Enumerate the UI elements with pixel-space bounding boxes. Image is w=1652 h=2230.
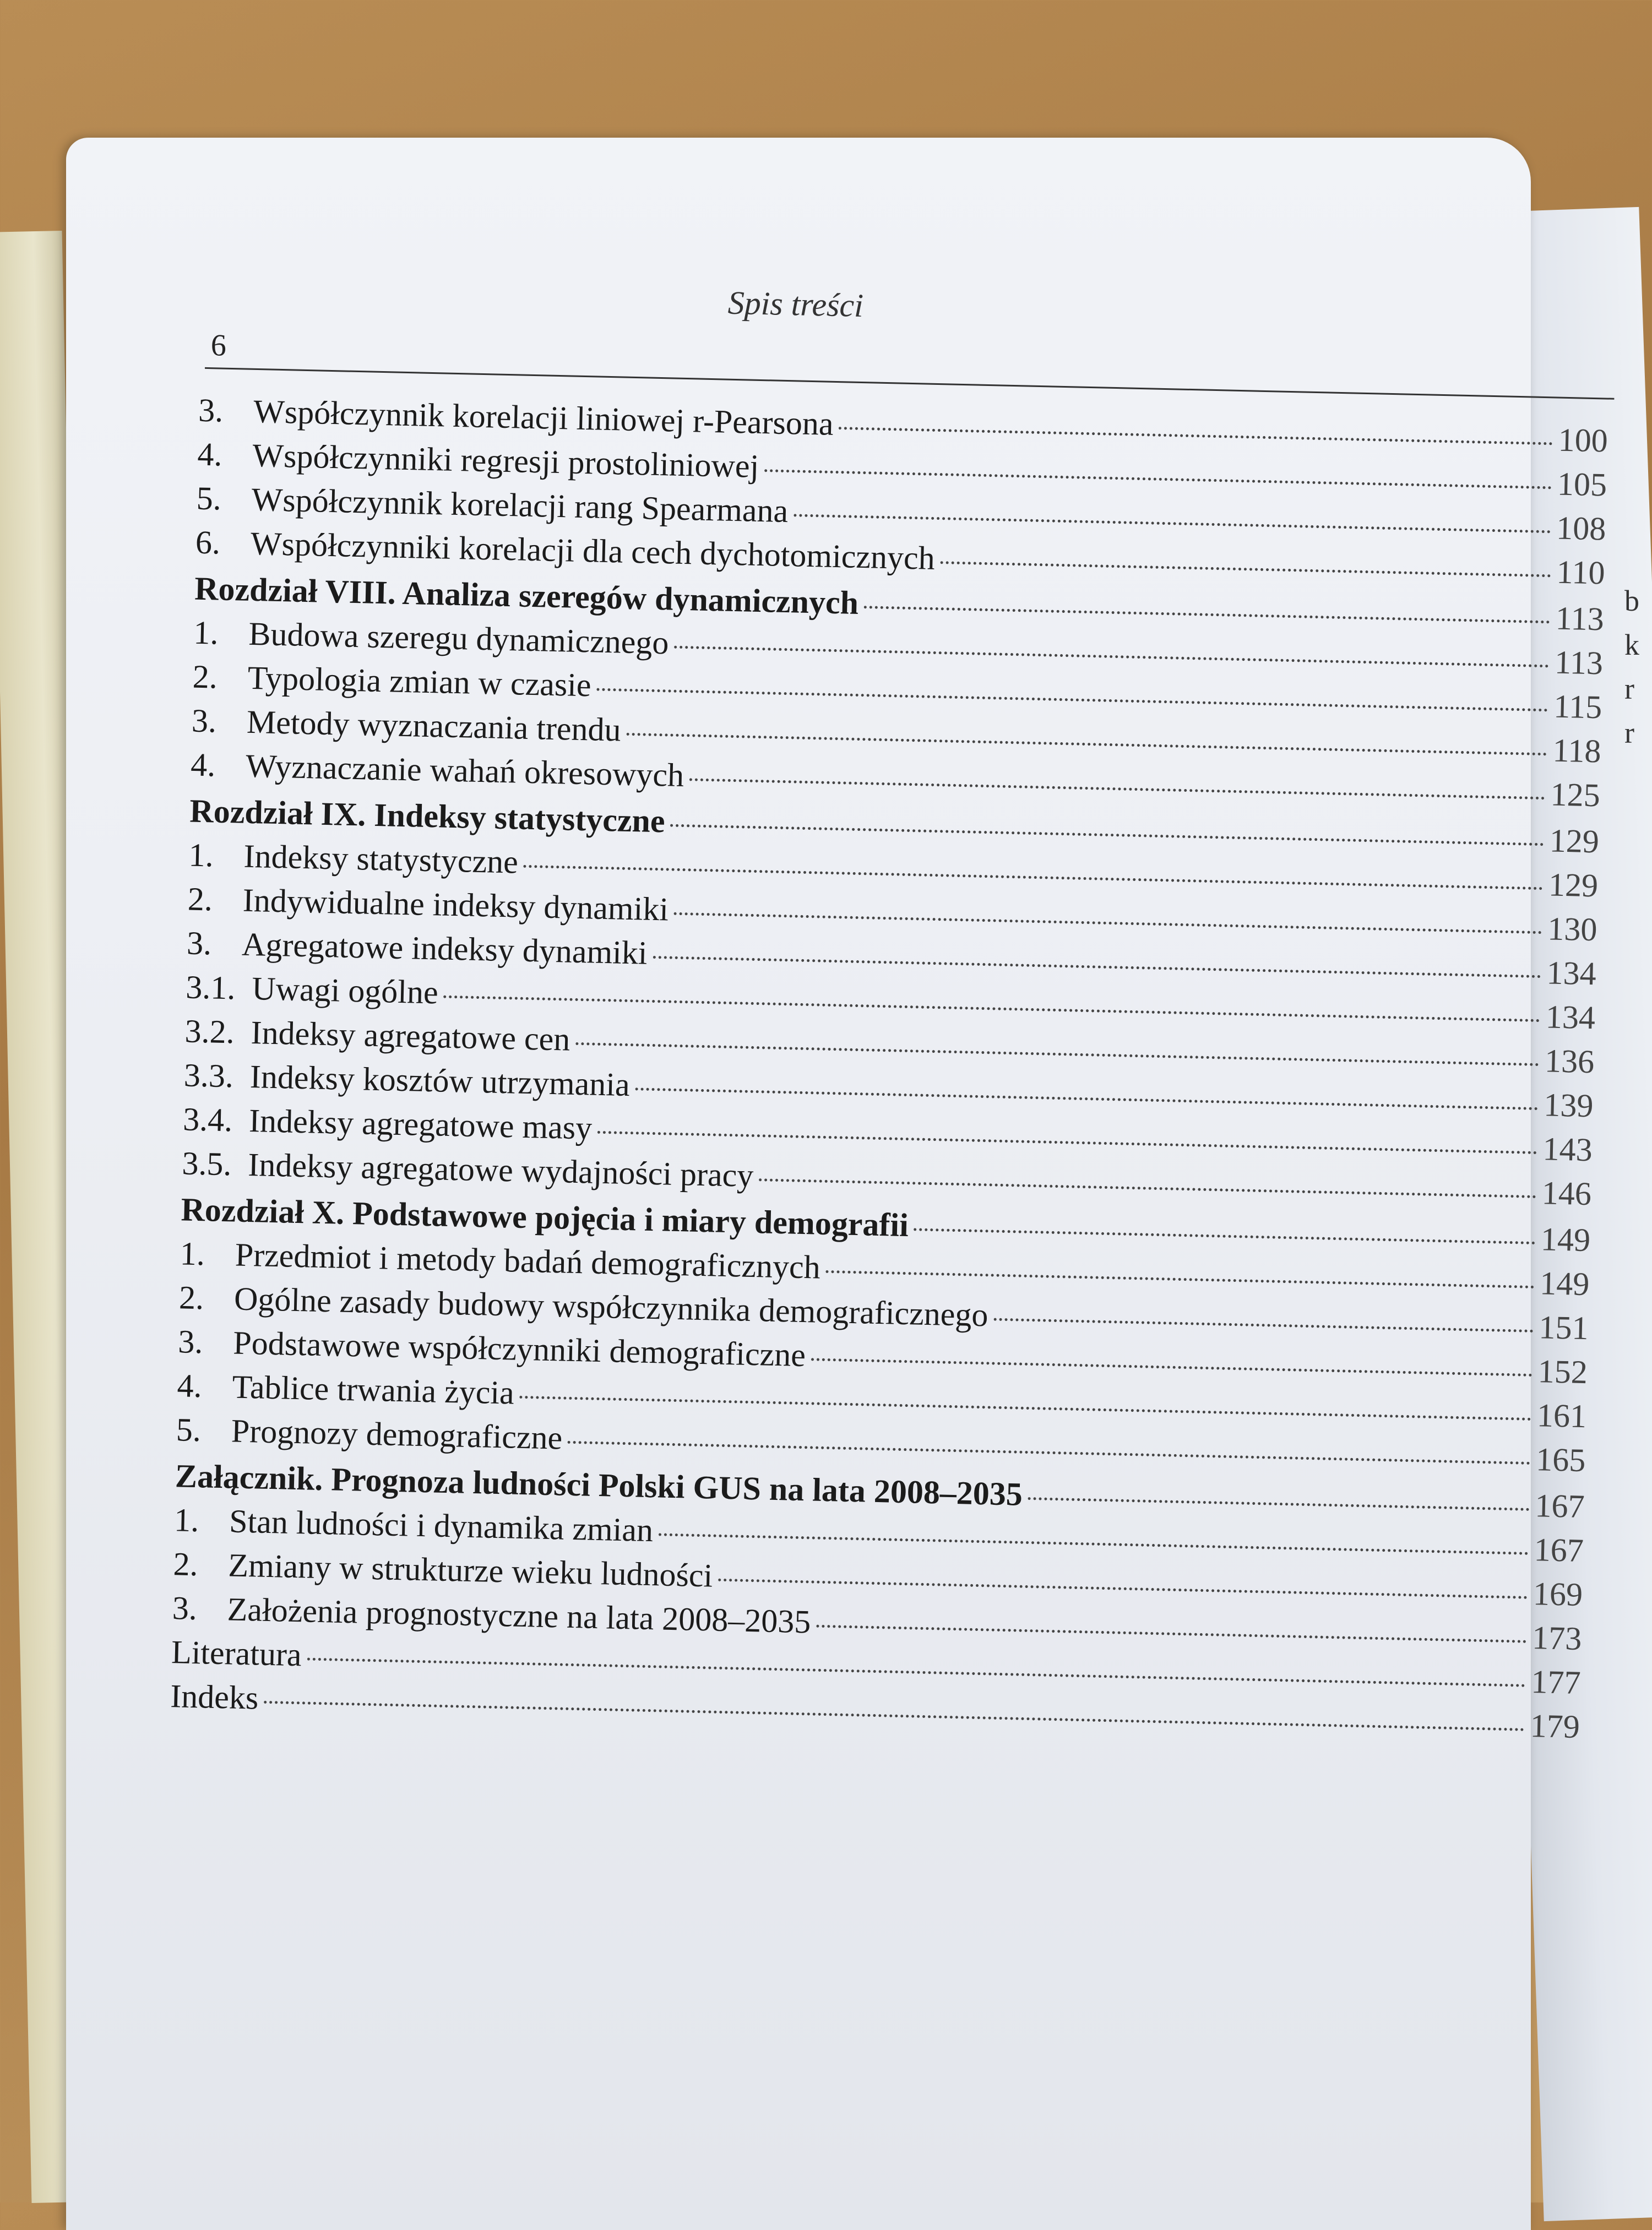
toc-entry-number: 1. bbox=[180, 1235, 205, 1272]
toc-entry-title: Zmiany w strukturze wieku ludności bbox=[227, 1547, 713, 1594]
dot-leader bbox=[914, 1228, 1535, 1244]
toc-page-number: 143 bbox=[1542, 1130, 1593, 1168]
toc-page-number: 134 bbox=[1545, 998, 1596, 1036]
toc-entry-title: Współczynnik korelacji rang Spearmana bbox=[251, 481, 789, 530]
toc-page-number: 139 bbox=[1543, 1086, 1594, 1124]
toc-page-number: 151 bbox=[1538, 1309, 1589, 1347]
toc-page-number: 115 bbox=[1553, 688, 1602, 726]
facing-page-fragment: k bbox=[1624, 628, 1639, 661]
toc-entry-number: 3. bbox=[191, 702, 217, 739]
toc-entry-title: Budowa szeregu dynamicznego bbox=[248, 615, 670, 661]
dot-leader bbox=[816, 1625, 1526, 1643]
toc-page-number: 108 bbox=[1556, 509, 1606, 547]
toc-page-number: 146 bbox=[1541, 1174, 1592, 1212]
toc-page-number: 165 bbox=[1535, 1441, 1586, 1479]
toc-entry-title: Współczynniki regresji prostoliniowej bbox=[252, 437, 759, 485]
toc-entry-title: Indeksy agregatowe cen bbox=[250, 1014, 571, 1058]
toc-entry-title: Rozdział X. Podstawowe pojęcia i miary demografii bbox=[180, 1191, 909, 1244]
toc-page-number: 136 bbox=[1544, 1042, 1595, 1080]
toc-entry-title: Założenia prognostyczne na lata 2008–2035 bbox=[227, 1591, 811, 1640]
toc-entry-title: Metody wyznaczania trendu bbox=[246, 703, 622, 748]
toc-entry-number: 3.1. bbox=[185, 969, 236, 1007]
dot-leader bbox=[839, 427, 1552, 445]
toc-entry-title: Podstawowe współczynniki demograficzne bbox=[232, 1324, 806, 1374]
toc-page-number: 149 bbox=[1540, 1221, 1591, 1259]
toc-entry-title: Stan ludności i dynamika zmian bbox=[229, 1503, 654, 1549]
toc-page-number: 167 bbox=[1534, 1531, 1584, 1569]
toc-entry-number: 1. bbox=[173, 1502, 200, 1539]
toc-entry-title: Uwagi ogólne bbox=[251, 970, 439, 1011]
toc-entry-number: 4. bbox=[176, 1367, 203, 1405]
dot-leader bbox=[264, 1701, 1525, 1731]
dot-leader bbox=[718, 1579, 1528, 1599]
toc-entry-title: Tablice trwania życia bbox=[231, 1368, 515, 1411]
dot-leader bbox=[653, 956, 1541, 978]
toc-entry-number: 3. bbox=[198, 391, 224, 429]
toc-entry-number: 2. bbox=[192, 658, 218, 695]
toc-page-number: 169 bbox=[1533, 1575, 1583, 1613]
toc-page-number: 177 bbox=[1530, 1663, 1582, 1701]
toc-entry-title: Literatura bbox=[171, 1634, 302, 1673]
toc-entry-number: 4. bbox=[190, 746, 216, 784]
toc-entry-title: Rozdział VIII. Analiza szeregów dynamicznych bbox=[194, 570, 859, 621]
toc-entry-number: 3. bbox=[186, 924, 212, 962]
toc-page-number: 100 bbox=[1558, 421, 1608, 459]
toc-entry-number: 1. bbox=[193, 614, 219, 651]
toc-entry-number: 3. bbox=[172, 1590, 198, 1627]
toc-page-number: 113 bbox=[1555, 600, 1605, 638]
toc-sheet bbox=[39, 165, 1608, 2178]
toc-page-number: 179 bbox=[1530, 1707, 1580, 1745]
toc-entry-number: 2. bbox=[187, 880, 213, 918]
toc-page-number: 167 bbox=[1534, 1487, 1585, 1525]
toc-page-number: 105 bbox=[1557, 465, 1607, 503]
toc-entry-number: 3.5. bbox=[181, 1145, 232, 1183]
dot-leader bbox=[993, 1318, 1533, 1332]
dot-leader bbox=[670, 824, 1544, 846]
toc-entry-title: Ogólne zasady budowy współczynnika demograficznego bbox=[233, 1280, 989, 1334]
facing-page-fragment: b bbox=[1624, 584, 1639, 617]
toc-entry-number: 3.2. bbox=[184, 1013, 235, 1051]
toc-entry-title: Agregatowe indeksy dynamiki bbox=[241, 926, 648, 971]
page-number: 6 bbox=[210, 328, 227, 363]
facing-page-fragment: r bbox=[1624, 672, 1634, 705]
dot-leader bbox=[759, 1178, 1536, 1198]
toc-page-number: 118 bbox=[1552, 732, 1602, 770]
dot-leader bbox=[689, 778, 1545, 799]
toc-entry-title: Indeksy statystyczne bbox=[243, 837, 519, 880]
toc-entry-title: Indeksy agregatowe masy bbox=[248, 1102, 593, 1146]
toc-entry-number: 6. bbox=[195, 524, 221, 561]
dot-leader bbox=[825, 1270, 1534, 1288]
dot-leader bbox=[811, 1358, 1533, 1377]
toc-entry-title: Przedmiot i metody badań demograficznych bbox=[235, 1236, 821, 1286]
toc-page-number: 173 bbox=[1531, 1619, 1582, 1657]
toc-page-number: 129 bbox=[1548, 866, 1599, 904]
toc-entry-number: 3. bbox=[177, 1323, 204, 1361]
dot-leader bbox=[794, 514, 1551, 533]
dot-leader bbox=[626, 733, 1547, 755]
toc-page-number: 125 bbox=[1550, 776, 1601, 814]
toc-page-number: 129 bbox=[1549, 822, 1600, 860]
running-header: Spis treści bbox=[727, 284, 864, 324]
dot-leader bbox=[524, 865, 1543, 890]
toc-entry-title: Prognozy demograficzne bbox=[231, 1412, 563, 1456]
toc-entry-number: 4. bbox=[197, 436, 223, 473]
dot-leader bbox=[1028, 1497, 1530, 1511]
toc-entry-title: Typologia zmian w czasie bbox=[247, 659, 592, 704]
dot-leader bbox=[764, 469, 1552, 489]
toc-entry-title: Rozdział IX. Indeksy statystyczne bbox=[189, 792, 666, 840]
toc-entry-number: 2. bbox=[172, 1546, 199, 1583]
dot-leader bbox=[659, 1533, 1529, 1554]
toc-entry-number: 2. bbox=[178, 1279, 204, 1317]
dot-leader bbox=[864, 606, 1550, 623]
dot-leader bbox=[519, 1396, 1531, 1421]
toc-entry-number: 1. bbox=[188, 836, 214, 874]
toc-entry-number: 3.4. bbox=[182, 1101, 233, 1139]
dot-leader bbox=[596, 688, 1548, 712]
toc-page-number: 110 bbox=[1556, 553, 1606, 591]
toc-entry-number: 5. bbox=[176, 1411, 202, 1449]
toc-entry-number: 3.3. bbox=[183, 1057, 234, 1095]
toc-page-number: 152 bbox=[1537, 1353, 1588, 1391]
toc-entry-title: Współczynnik korelacji liniowej r-Pearsona bbox=[253, 393, 834, 442]
toc-entry-title: Współczynniki korelacji dla cech dychotomicznych bbox=[250, 525, 936, 576]
toc-entry-title: Indeks bbox=[170, 1678, 259, 1716]
toc-page-number: 161 bbox=[1536, 1397, 1587, 1435]
toc-entry-title: Indeksy agregatowe wydajności pracy bbox=[247, 1146, 754, 1194]
toc-entry-number: 5. bbox=[196, 480, 222, 517]
table-of-contents bbox=[170, 388, 1608, 1749]
toc-page-number: 134 bbox=[1546, 954, 1597, 992]
facing-page-fragment: r bbox=[1624, 716, 1634, 749]
toc-entry-title: Indeksy kosztów utrzymania bbox=[249, 1058, 631, 1103]
toc-page-number: 149 bbox=[1539, 1265, 1590, 1303]
toc-page-number: 113 bbox=[1554, 644, 1604, 682]
dot-leader bbox=[940, 561, 1551, 577]
toc-entry-title: Wyznaczanie wahań okresowych bbox=[245, 747, 684, 794]
dot-leader bbox=[597, 1131, 1537, 1154]
dot-leader bbox=[674, 912, 1542, 934]
dot-leader bbox=[674, 646, 1549, 668]
toc-entry-title: Załącznik. Prognoza ludności Polski GUS na lata 2008–2035 bbox=[175, 1457, 1023, 1513]
toc-page-number: 130 bbox=[1547, 910, 1598, 948]
dot-leader bbox=[635, 1087, 1538, 1110]
dot-leader bbox=[575, 1042, 1539, 1066]
dot-leader bbox=[568, 1441, 1530, 1465]
toc-entry-title: Indywidualne indeksy dynamiki bbox=[242, 882, 669, 928]
